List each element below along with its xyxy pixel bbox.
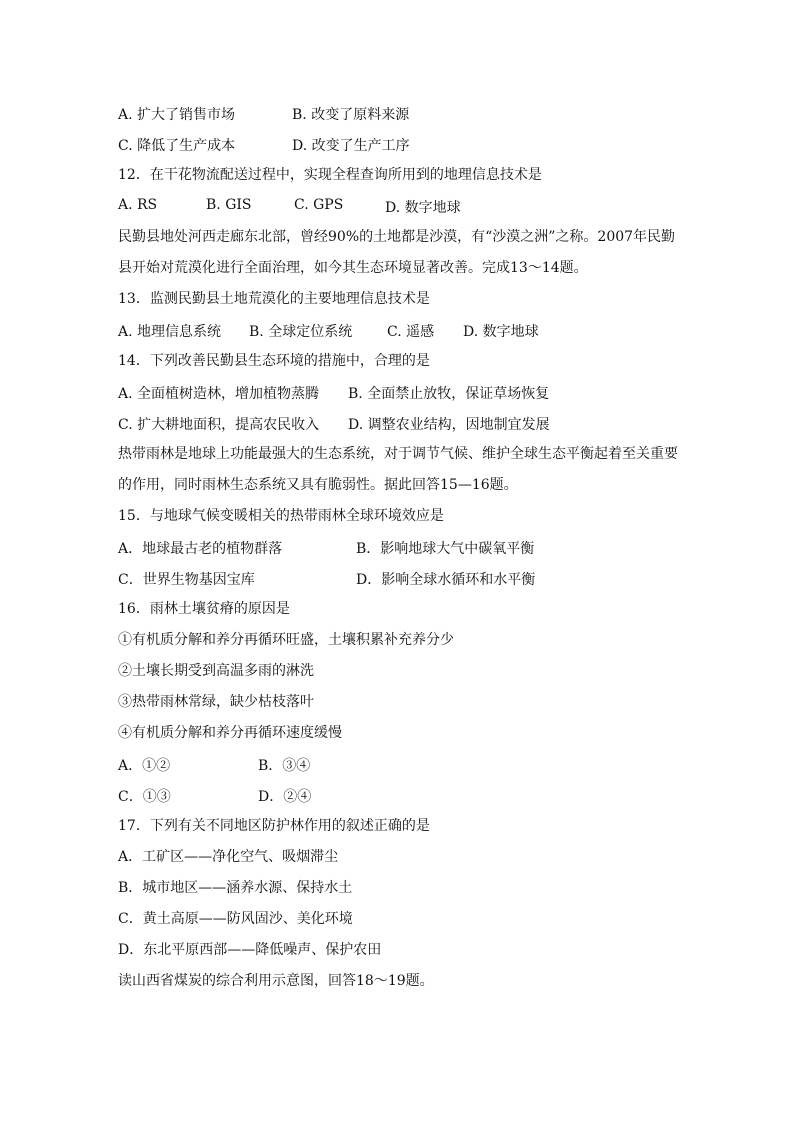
q13-option-a: A. 地理信息系统 — [118, 324, 222, 340]
passage-13-14-line2: 县开始对荒漠化进行全面治理，如今其生态环境显著改善。完成13～14题。 — [118, 260, 588, 276]
q12-option-c: C. GPS — [294, 197, 344, 213]
q14-option-c: C. 扩大耕地面积，提高农民收入 — [118, 417, 320, 433]
q15-option-a: A．地球最古老的植物群落 — [118, 541, 283, 557]
q11-option-b: B. 改变了原料来源 — [292, 107, 410, 123]
q11-option-d: D. 改变了生产工序 — [292, 138, 410, 154]
q16-statement-4: ④有机质分解和养分再循环速度缓慢 — [118, 725, 342, 741]
passage-13-14-line1: 民勤县地处河西走廊东北部，曾经90%的土地都是沙漠，有“沙漠之洲”之称。2007年民勤 — [118, 229, 676, 245]
q17-option-a: A．工矿区——净化空气、吸烟滞尘 — [118, 849, 339, 865]
q13-option-d: D. 数字地球 — [463, 324, 539, 340]
q15-option-b: B．影响地球大气中碳氧平衡 — [356, 541, 535, 557]
q12-option-d: D. 数字地球 — [385, 200, 461, 216]
q16-option-d: D．②④ — [258, 789, 312, 805]
q16-statement-1: ①有机质分解和养分再循环旺盛，土壤积累补充养分少 — [118, 632, 454, 648]
q15-stem: 15．与地球气候变暖相关的热带雨林全球环境效应是 — [118, 508, 444, 524]
q16-option-a: A．①② — [118, 758, 171, 774]
q17-stem: 17．下列有关不同地区防护林作用的叙述正确的是 — [118, 818, 430, 834]
q16-statement-3: ③热带雨林常绿，缺少枯枝落叶 — [118, 694, 314, 710]
q16-statement-2: ②土壤长期受到高温多雨的淋洗 — [118, 663, 314, 679]
q12-option-b: B. GIS — [206, 197, 252, 213]
q12-stem: 12．在干花物流配送过程中，实现全程查询所用到的地理信息技术是 — [118, 167, 542, 183]
q17-option-d: D．东北平原西部——降低噪声、保护农田 — [118, 942, 382, 958]
q14-option-d: D. 调整农业结构，因地制宜发展 — [348, 417, 550, 433]
intro-18-19: 读山西省煤炭的综合利用示意图，回答18～19题。 — [118, 973, 434, 989]
q13-option-b: B. 全球定位系统 — [249, 324, 353, 340]
q16-option-b: B．③④ — [258, 758, 311, 774]
q17-option-c: C．黄土高原——防风固沙、美化环境 — [118, 911, 353, 927]
q14-option-b: B. 全面禁止放牧，保证草场恢复 — [348, 386, 550, 402]
q13-option-c: C. 遥感 — [387, 324, 435, 340]
q17-option-b: B．城市地区——涵养水源、保持水土 — [118, 880, 353, 896]
passage-15-16-line1: 热带雨林是地球上功能最强大的生态系统，对于调节气候、维护全球生态平衡起着至关重要 — [118, 446, 678, 462]
q13-stem: 13．监测民勤县土地荒漠化的主要地理信息技术是 — [118, 291, 430, 307]
q15-option-c: C．世界生物基因宝库 — [118, 572, 255, 588]
q11-option-a: A. 扩大了销售市场 — [118, 107, 236, 123]
passage-15-16-line2: 的作用，同时雨林生态系统又具有脆弱性。据此回答15—16题。 — [118, 477, 518, 493]
q14-option-a: A. 全面植树造林，增加植物蒸腾 — [118, 386, 320, 402]
q15-option-d: D．影响全球水循环和水平衡 — [356, 572, 536, 588]
q16-option-c: C．①③ — [118, 789, 171, 805]
q11-option-c: C. 降低了生产成本 — [118, 138, 236, 154]
q12-option-a: A. RS — [118, 197, 158, 213]
q14-stem: 14．下列改善民勤县生态环境的措施中，合理的是 — [118, 353, 430, 369]
q16-stem: 16．雨林土壤贫瘠的原因是 — [118, 601, 290, 617]
